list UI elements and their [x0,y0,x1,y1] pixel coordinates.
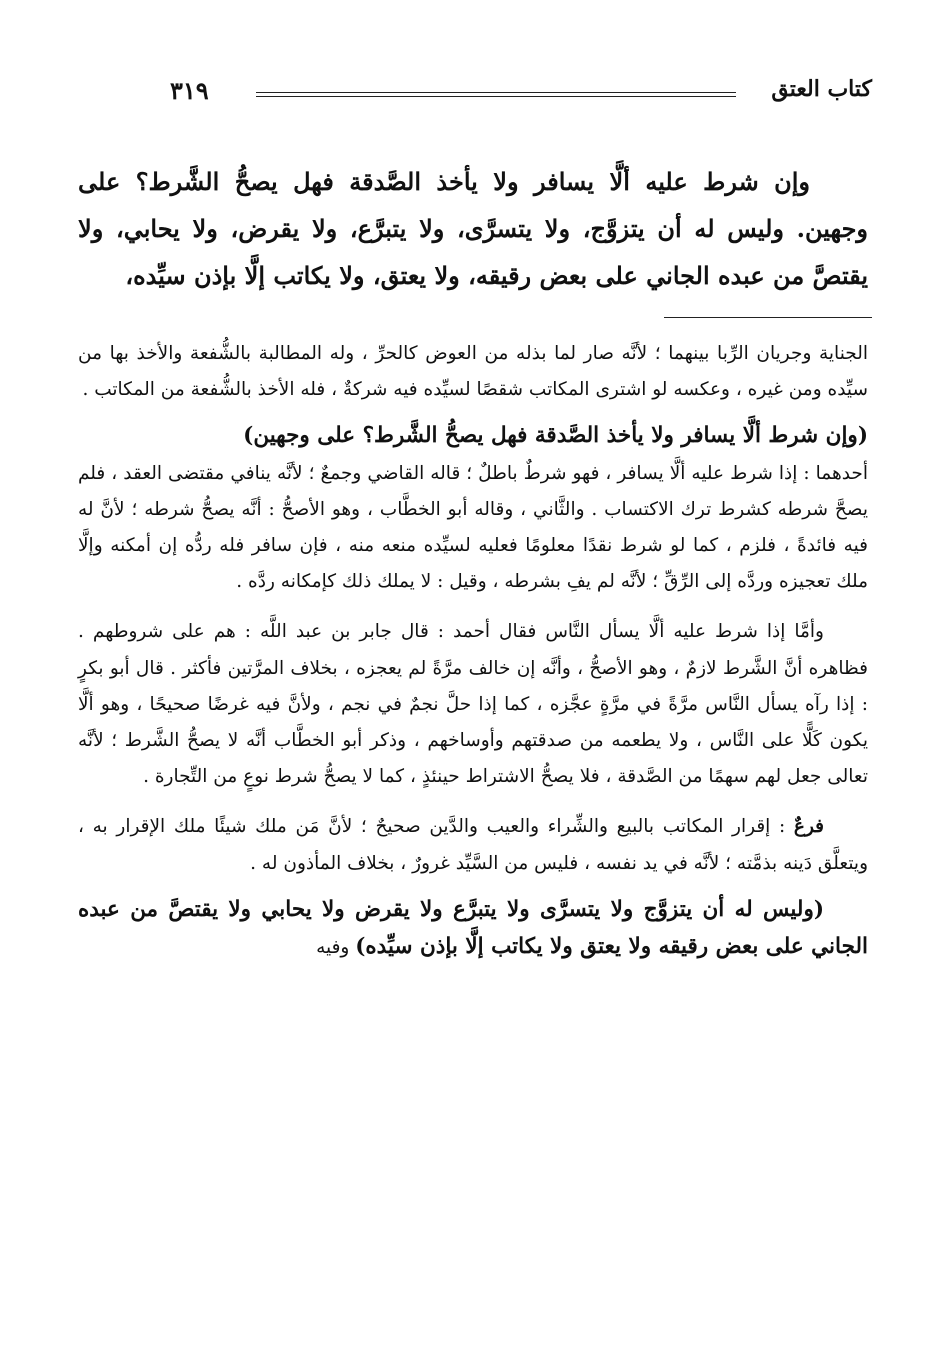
quoted-matn-text: (وليس له أن يتزوَّج ولا يتسرَّى ولا يتبرَّع ولا يقرض ولا يحابي ولا يقتصَّ من عبده الجاني على بعض رقيقه ولا يعتق ولا يكاتب إلَّا بإذن سيِّده) [78,896,868,960]
commentary-text [78,336,868,966]
page-number: ٣١٩ [170,76,209,105]
fara-text: : إقرار المكاتب بالبيع والشِّراء والعيب والدَّين صحيحٌ ؛ لأنَّ مَن ملك شيئًا ملك الإقرار به ، ويتعلَّق دَينه بذمَّته ؛ لأنَّه في يد نفسه ، فليس من السَّيِّد غرورٌ ، بخلاف المأذون له . [78,816,868,874]
matn-paragraph: وإن شرط عليه ألَّا يسافر ولا يأخذ الصَّدقة فهل يصحُّ الشَّرط؟ على وجهين. وليس له أن يتزوَّج، ولا يتسرَّى، ولا يتبرَّع، ولا يقرض، ولا يحابي، ولا يقتصَّ من عبده الجاني على بعض رقيقه، ولا يعتق، ولا يكاتب إلَّا بإذن سيِّده، [78,167,868,290]
quoted-matn-2 [78,892,868,966]
commentary-paragraph-1: الجناية وجريان الرِّبا بينهما ؛ لأنَّه صار لما بذله من العوض كالحرِّ ، وله المطالبة بالشُّفعة والأخذ بها من سيِّده ومن غيره ، وعكسه لو اشترى المكاتب شقصًا لسيِّده فيه شركةٌ ، فله الأخذ بالشُّفعة من المكاتب . [78,343,868,401]
continuation-text: وفيه [316,937,356,959]
commentary-paragraph-4 [78,809,868,881]
chapter-title: كتاب العتق [771,76,872,102]
quoted-matn-1 [78,418,868,455]
footnote-separator [664,317,872,318]
header-double-rule [256,92,736,93]
commentary-paragraph-2: أحدهما : إذا شرط عليه ألَّا يسافر ، فهو شرطٌ باطلٌ ؛ قاله القاضي وجمعٌ ؛ لأنَّه ينافي مقتضى العقد ، فلم يصحَّ شرطه كشرط ترك الاكتساب . والثَّاني ، وقاله أبو الخطَّاب ، وهو الأصحُّ : أنَّه يصحُّ شرطه ؛ لأنَّ له فيه فائدةً ، فلزم ، كما لو شرط نقدًا معلومًا فعليه لسيِّده منعه منه ، فإن سافر فله ردُّه إن أمكنه وإلَّا ملك تعجيزه وردَّه إلى الرِّقِّ ؛ لأنَّه لم يفِ بشرطه ، وقيل : لا يملك ذلك كإمكانه ردَّه . [78,462,868,593]
matn-text [78,158,868,299]
quoted-matn-text: (وإن شرط ألَّا يسافر ولا يأخذ الصَّدقة فهل يصحُّ الشَّرط؟ على وجهين) [243,423,868,449]
fara-label: فرعٌ [793,816,824,838]
commentary-paragraph-3: وأمَّا إذا شرط عليه ألَّا يسأل النَّاس فقال أحمد : قال جابر بن عبد اللَّه : هم على شروطهم . فظاهره أنَّ الشَّرط لازمٌ ، وهو الأصحُّ ، وأنَّه إن خالف مرَّةً لم يعجزه ، بخلاف المرَّتين فأكثر . قال أبو بكرٍ : إذا رآه يسأل النَّاس مرَّةً في مرَّةٍ عجَّزه ، كما إذا حلَّ نجمٌ في نجم ، ولأنَّ فيه غرضًا صحيحًا ، وهو ألَّا يكون كَلًّا على النَّاس ، ولا يطعمه من صدقتهم وأوساخهم ، وذكر أبو الخطَّاب أنَّه لا يصحُّ الشَّرط ؛ لأنَّه تعالى جعل لهم سهمًا من الصَّدقة ، فلا يصحُّ الاشتراط حينئذٍ ، كما لا يصحُّ شرط نوعٍ من التِّجارة . [78,621,868,788]
running-header [128,72,872,112]
